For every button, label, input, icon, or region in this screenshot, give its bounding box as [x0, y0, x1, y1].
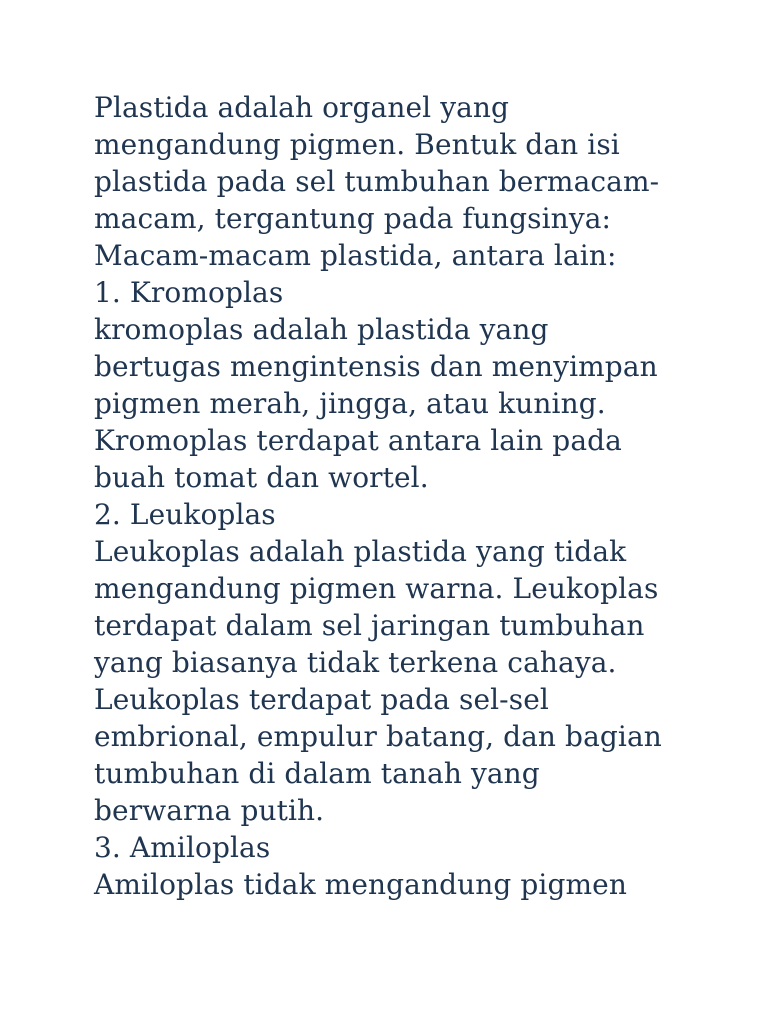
text-line: terdapat dalam sel jaringan tumbuhan	[94, 609, 645, 642]
text-line: buah tomat dan wortel.	[94, 461, 429, 494]
text-line: Kromoplas terdapat antara lain pada	[94, 424, 622, 457]
text-line: plastida pada sel tumbuhan bermacam-	[94, 165, 660, 198]
text-line: bertugas mengintensis dan menyimpan	[94, 350, 658, 383]
text-line: Leukoplas adalah plastida yang tidak	[94, 535, 627, 568]
text-line: Plastida adalah organel yang	[94, 91, 510, 124]
section-heading-kromoplas: 1. Kromoplas	[94, 276, 284, 309]
text-line: Amiloplas tidak mengandung pigmen	[94, 868, 627, 901]
section-heading-amiloplas: 3. Amiloplas	[94, 831, 271, 864]
section-heading-leukoplas: 2. Leukoplas	[94, 498, 276, 531]
text-line: embrional, empulur batang, dan bagian	[94, 720, 662, 753]
text-line: Macam-macam plastida, antara lain:	[94, 239, 617, 272]
text-line: tumbuhan di dalam tanah yang	[94, 757, 540, 790]
text-line: kromoplas adalah plastida yang	[94, 313, 549, 346]
document-body	[94, 89, 734, 903]
text-line: yang biasanya tidak terkena cahaya.	[94, 646, 617, 679]
text-line: Leukoplas terdapat pada sel-sel	[94, 683, 549, 716]
text-line: macam, tergantung pada fungsinya:	[94, 202, 612, 235]
text-line: berwarna putih.	[94, 794, 325, 827]
text-line: mengandung pigmen. Bentuk dan isi	[94, 128, 620, 161]
text-line: pigmen merah, jingga, atau kuning.	[94, 387, 606, 420]
text-line: mengandung pigmen warna. Leukoplas	[94, 572, 659, 605]
